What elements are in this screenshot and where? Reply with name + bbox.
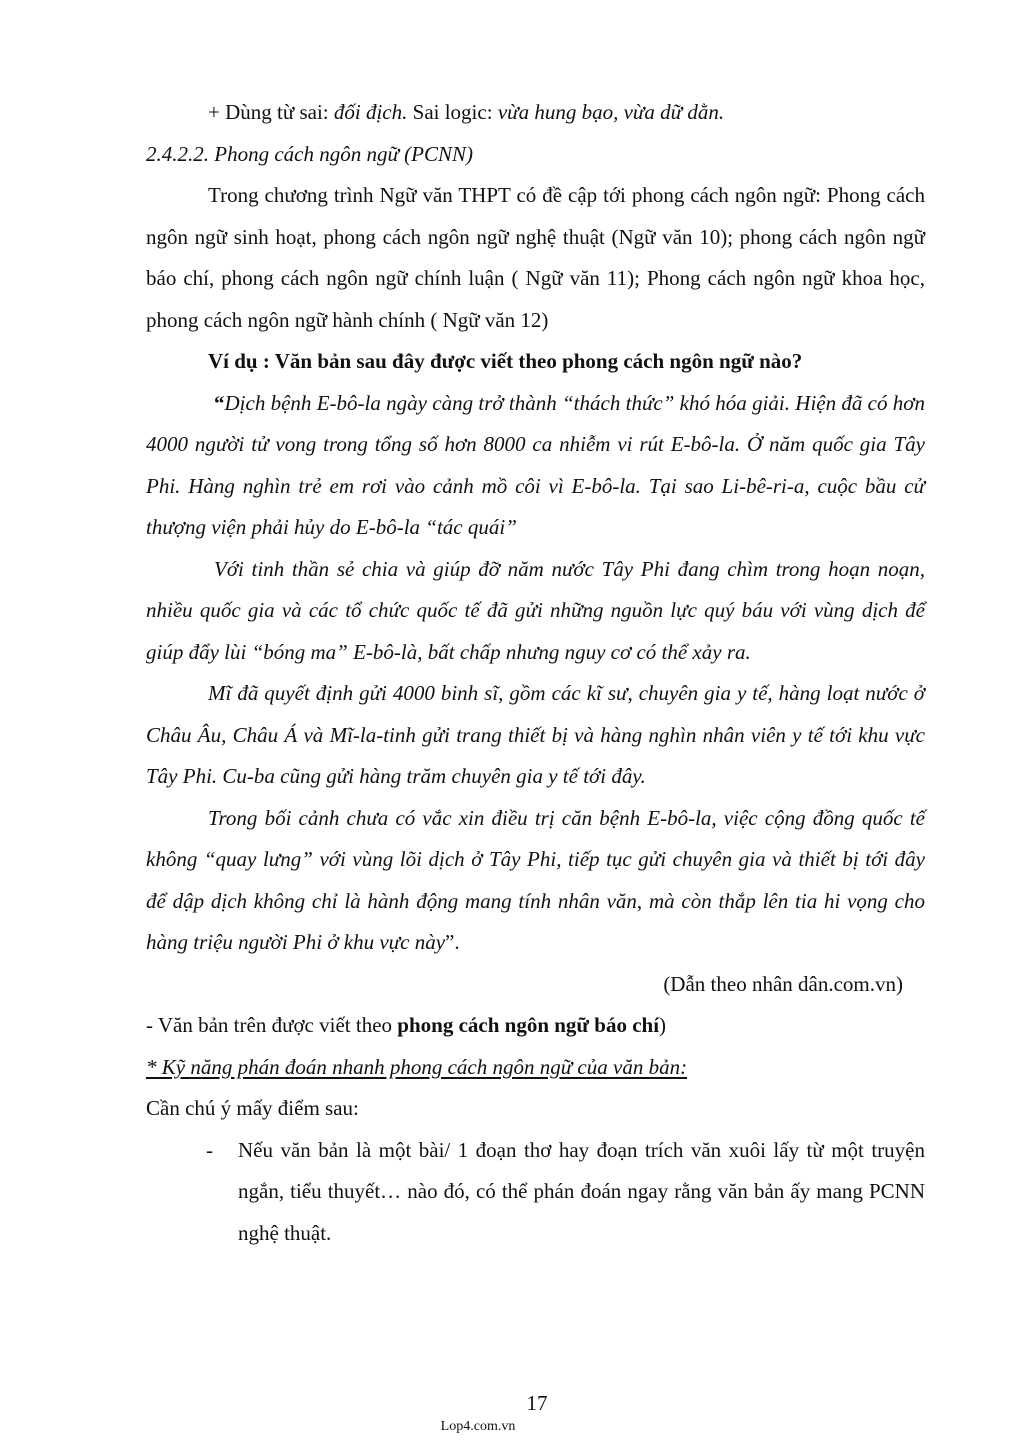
quote-paragraph-2: Với tinh thần sẻ chia và giúp đỡ năm nước Tây Phi đang chìm trong hoạn noạn, nhiều quốc gia và các tổ chức quốc tế đã gửi những nguồn lực quý báu với vùng dịch để giúp đẩy lùi “bóng ma” E-bô-là, bất chấp nhưng nguy cơ có thể xảy ra. bbox=[146, 556, 925, 664]
quote-paragraph-1 bbox=[146, 383, 925, 549]
list-bullet: - bbox=[206, 1137, 213, 1162]
list-item bbox=[206, 1130, 925, 1255]
example-question: Ví dụ : Văn bản sau đây được viết theo phong cách ngôn ngữ nào? bbox=[208, 349, 803, 373]
answer-line bbox=[146, 1005, 925, 1047]
error-note-logic-label: Sai logic: bbox=[407, 100, 498, 124]
source-citation: (Dẫn theo nhân dân.com.vn) bbox=[663, 971, 903, 996]
error-note-word: đối địch. bbox=[333, 100, 408, 124]
open-quote-mark: “ bbox=[214, 390, 225, 415]
page-number: 17 bbox=[526, 1391, 548, 1415]
error-note-phrase: vừa hung bạo, vừa dữ dằn. bbox=[497, 100, 725, 124]
list-item-text: Nếu văn bản là một bài/ 1 đoạn thơ hay đoạn trích văn xuôi lấy từ một truyện ngắn, tiểu thuyết… nào đó, có thể phán đoán ngay rằng văn bản ấy mang PCNN nghệ thuật. bbox=[238, 1137, 925, 1245]
skill-heading bbox=[146, 1047, 925, 1089]
answer-prefix: - Văn bản trên được viết theo bbox=[146, 1013, 398, 1037]
note-intro: Cần chú ý mấy điểm sau: bbox=[146, 1096, 359, 1120]
error-note-line bbox=[146, 92, 925, 134]
quote-text-1: Dịch bệnh E-bô-la ngày càng trở thành “thách thức” khó hóa giải. Hiện đã có hơn 4000 người tử vong trong tổng số hơn 8000 ca nhiễm vi rút E-bô-la. Ở năm quốc gia Tây Phi. Hàng nghìn trẻ em rơi vào cảnh mồ côi vì E-bô-la. Tại sao Li-bê-ri-a, cuộc bầu cử thượng viện phải hủy do E-bô-la “tác quái” bbox=[146, 390, 925, 539]
footer-watermark: Lop4.com.vn bbox=[440, 1419, 516, 1434]
quote-paragraph-4 bbox=[146, 798, 925, 964]
section-heading: 2.4.2.2. Phong cách ngôn ngữ (PCNN) bbox=[146, 141, 474, 166]
quote-text-4: Trong bối cảnh chưa có vắc xin điều trị căn bệnh E-bô-la, việc cộng đồng quốc tế không “quay lưng” với vùng lõi dịch ở Tây Phi, tiếp tục gửi chuyên gia và thiết bị tới đây để dập dịch không chỉ là hành động mang tính nhân văn, mà còn thắp lên tia hi vọng cho hàng triệu người Phi ở khu vực này bbox=[146, 805, 925, 954]
answer-suffix: ) bbox=[659, 1013, 667, 1037]
answer-style: phong cách ngôn ngữ báo chí bbox=[397, 1013, 660, 1037]
quote-paragraph-3: Mĩ đã quyết định gửi 4000 binh sĩ, gồm các kĩ sư, chuyên gia y tế, hàng loạt nước ở Châu Âu, Châu Á và Mĩ-la-tinh gửi trang thiết bị và hàng nghìn nhân viên y tế tới khu vực Tây Phi. Cu-ba cũng gửi hàng trăm chuyên gia y tế tới đây. bbox=[146, 681, 925, 788]
intro-paragraph: Trong chương trình Ngữ văn THPT có đề cập tới phong cách ngôn ngữ: Phong cách ngôn ngữ sinh hoạt, phong cách ngôn ngữ nghệ thuật (Ngữ văn 10); phong cách ngôn ngữ báo chí, phong cách ngôn ngữ chính luận ( Ngữ văn 11); Phong cách ngôn ngữ khoa học, phong cách ngôn ngữ hành chính ( Ngữ văn 12) bbox=[146, 183, 925, 332]
skill-heading-text: * Kỹ năng phán đoán nhanh phong cách ngôn ngữ của văn bản: bbox=[146, 1054, 688, 1079]
document-body bbox=[146, 92, 925, 1254]
close-quote-mark: ”. bbox=[445, 930, 460, 954]
error-note-label: + Dùng từ sai: bbox=[208, 100, 334, 124]
